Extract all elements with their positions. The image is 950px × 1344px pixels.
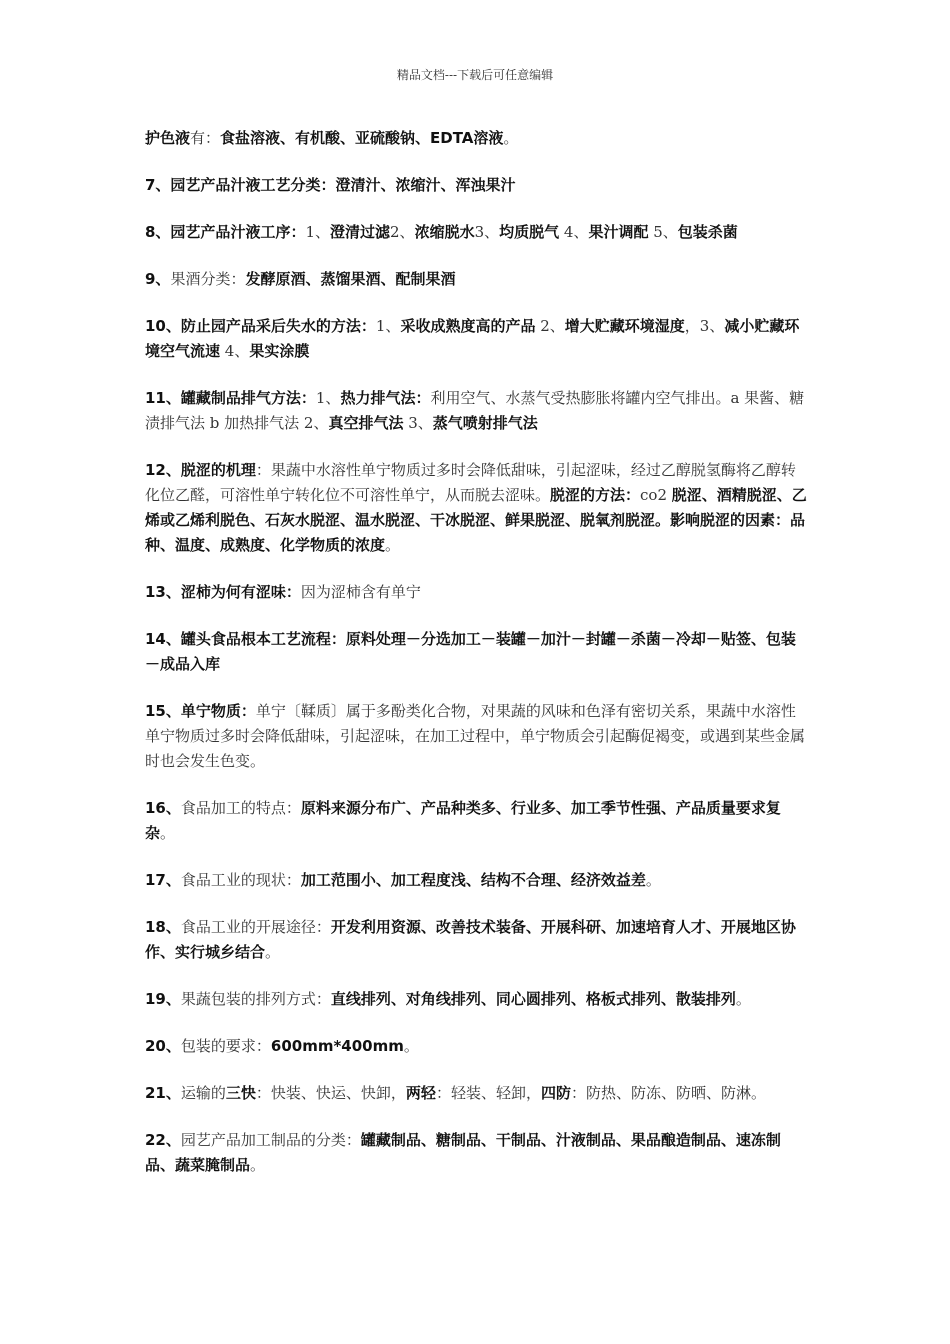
paragraph-gap [145, 436, 810, 458]
bold-text: 脱涩、酒精脱涩、乙烯或乙烯利脱色、石灰水脱涩、温水脱涩、干冰脱涩、鲜果脱涩、脱氧剂脱涩。影响脱涩的因素：品种、温度、成熟度、化学物质的浓度 [145, 486, 807, 554]
paragraph [145, 458, 810, 558]
regular-text: ：快装、快运、快卸， [255, 1084, 406, 1102]
regular-text: 。 [160, 824, 176, 842]
bold-text: 澄清过滤 [330, 223, 391, 241]
page-header: 精品文档---下载后可任意编辑 [396, 68, 554, 82]
regular-text: 4、 [220, 342, 250, 360]
regular-text: 。 [503, 129, 519, 147]
paragraph [145, 627, 810, 677]
regular-text: ：轻装、轻卸， [435, 1084, 541, 1102]
paragraph-gap [145, 893, 810, 915]
bold-text: 9、 [145, 270, 171, 288]
paragraph-gap [145, 1106, 810, 1128]
bold-text: 11、罐藏制品排气方法： [145, 389, 316, 407]
paragraph-gap [145, 245, 810, 267]
regular-text: 。 [250, 1156, 266, 1174]
regular-text: 果酒分类： [170, 270, 246, 288]
paragraph [145, 868, 810, 893]
bold-text: 浓缩脱水 [414, 223, 475, 241]
regular-text: 5、 [648, 223, 678, 241]
bold-text: 直线排列、对角线排列、同心圆排列、格板式排列、散装排列 [330, 990, 736, 1008]
regular-text: 。 [385, 536, 401, 554]
bold-text: 增大贮藏环境湿度 [564, 317, 685, 335]
regular-text: 4、 [559, 223, 589, 241]
regular-text: 运输的 [180, 1084, 226, 1102]
document-body [145, 126, 810, 1178]
regular-text: 。 [265, 943, 281, 961]
regular-text: 3、 [403, 414, 433, 432]
bold-text: 21、 [145, 1084, 181, 1102]
bold-text: 加工范围小、加工程度浅、结构不合理、经济效益差 [300, 871, 646, 889]
paragraph-gap [145, 774, 810, 796]
bold-text: 食盐溶液、有机酸、亚硫酸钠、EDTA溶液 [220, 129, 504, 147]
bold-text: 17、 [145, 871, 181, 889]
regular-text: 食品工业的现状： [180, 871, 301, 889]
paragraph [145, 126, 810, 151]
bold-text: 发酵原酒、蒸馏果酒、配制果酒 [245, 270, 456, 288]
paragraph [145, 386, 810, 436]
bold-text: 果实涂膜 [249, 342, 310, 360]
bold-text: 600mm*400mm [270, 1037, 404, 1055]
paragraph [145, 267, 810, 292]
regular-text: 果蔬包装的排列方式： [180, 990, 331, 1008]
regular-text: co2 [640, 486, 672, 504]
regular-text: 因为涩柿含有单宁 [300, 583, 421, 601]
paragraph-gap [145, 292, 810, 314]
regular-text: 单宁〔鞣质〕属于多酚类化合物，对果蔬的风味和色泽有密切关系，果蔬中水溶性单宁物质过多时会降低甜味，引起涩味，在加工过程中，单宁物质会引起酶促褐变，或遇到某些金属时也会发生色变。 [145, 702, 806, 770]
paragraph-gap [145, 198, 810, 220]
paragraph-gap [145, 846, 810, 868]
paragraph [145, 1128, 810, 1178]
bold-text: 12、脱涩的机理 [145, 461, 256, 479]
regular-text: 1、 [315, 389, 341, 407]
regular-text: 利用空气、水蒸气受热膨胀将罐内空气排出。a 果酱、糖渍排气法 b 加热排气法 2、 [145, 389, 805, 432]
regular-text: 2、 [390, 223, 415, 241]
bold-text: 真空排气法 [328, 414, 404, 432]
regular-text: 。 [645, 871, 661, 889]
paragraph [145, 1034, 810, 1059]
bold-text: 蒸气喷射排气法 [432, 414, 538, 432]
bold-text: 18、 [145, 918, 181, 936]
bold-text: 果汁调配 [588, 223, 649, 241]
regular-text: 。 [735, 990, 751, 1008]
bold-text: 三快 [225, 1084, 256, 1102]
bold-text: 原料来源分布广、产品种类多、行业多、加工季节性强、产品质量要求复杂 [145, 799, 781, 842]
paragraph-gap [145, 1059, 810, 1081]
regular-text: 1、 [375, 317, 401, 335]
bold-text: 护色液 [145, 129, 191, 147]
regular-text: 园艺产品加工制品的分类： [180, 1131, 361, 1149]
regular-text: 1、 [305, 223, 330, 241]
paragraph [145, 1081, 810, 1106]
paragraph [145, 987, 810, 1012]
bold-text: 采收成熟度高的产品 [400, 317, 536, 335]
bold-text: 均质脱气 [499, 223, 560, 241]
paragraph [145, 915, 810, 965]
bold-text: 13、涩柿为何有涩味： [145, 583, 301, 601]
bold-text: 包装杀菌 [677, 223, 738, 241]
paragraph [145, 699, 810, 774]
regular-text: 包装的要求： [180, 1037, 271, 1055]
regular-text: ：防热、防冻、防晒、防淋。 [570, 1084, 766, 1102]
bold-text: 减小贮藏环境空气流速 [145, 317, 800, 360]
paragraph-gap [145, 605, 810, 627]
bold-text: 20、 [145, 1037, 181, 1055]
regular-text: 3、 [474, 223, 500, 241]
regular-text: 有： [190, 129, 221, 147]
paragraph-gap [145, 364, 810, 386]
bold-text: 两轻 [405, 1084, 436, 1102]
paragraph-gap [145, 151, 810, 173]
paragraph-gap [145, 558, 810, 580]
regular-text: 。 [403, 1037, 419, 1055]
paragraph [145, 220, 810, 245]
regular-text: 食品加工的特点： [180, 799, 301, 817]
regular-text: 食品工业的开展途径： [180, 918, 331, 936]
paragraph [145, 580, 810, 605]
bold-text: 15、单宁物质： [145, 702, 256, 720]
paragraph [145, 314, 810, 364]
paragraph [145, 796, 810, 846]
bold-text: 开发利用资源、改善技术装备、开展科研、加速培育人才、开展地区协作、实行城乡结合 [145, 918, 796, 961]
regular-text: ，3、 [684, 317, 725, 335]
paragraph [145, 173, 810, 198]
paragraph-gap [145, 677, 810, 699]
bold-text: 10、防止园产品采后失水的方法： [145, 317, 376, 335]
regular-text: 2、 [535, 317, 565, 335]
bold-text: 22、 [145, 1131, 181, 1149]
bold-text: 四防 [540, 1084, 571, 1102]
bold-text: 罐藏制品、糖制品、干制品、汁液制品、果品酿造制品、速冻制品、蔬菜腌制品 [145, 1131, 781, 1174]
bold-text: 8、园艺产品汁液工序： [145, 223, 306, 241]
bold-text: 16、 [145, 799, 181, 817]
bold-text: 19、 [145, 990, 181, 1008]
bold-text: 7、园艺产品汁液工艺分类：澄清汁、浓缩汁、浑浊果汁 [145, 176, 516, 194]
paragraph-gap [145, 1012, 810, 1034]
regular-text: ：果蔬中水溶性单宁物质过多时会降低甜味，引起涩味，经过乙醇脱氢酶将乙醇转化位乙醛，可溶性单宁转化位不可溶性单宁，从而脱去涩味。 [145, 461, 796, 504]
paragraph-gap [145, 965, 810, 987]
bold-text: 热力排气法： [340, 389, 431, 407]
bold-text: 脱涩的方法： [550, 486, 641, 504]
bold-text: 14、罐头食品根本工艺流程：原料处理－分选加工－装罐－加汁－封罐－杀菌－冷却－贴签、包装－成品入库 [145, 630, 796, 673]
